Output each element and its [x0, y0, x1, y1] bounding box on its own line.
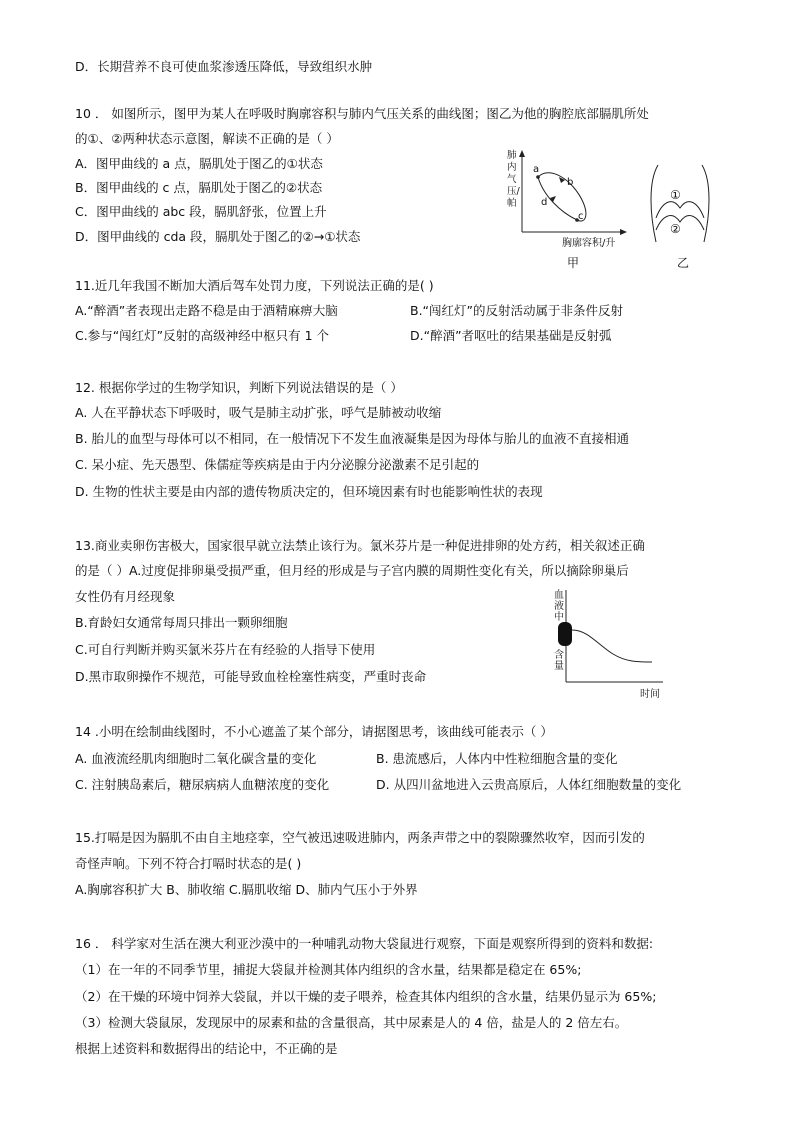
- q13-fig-ylabel-top: 血液中: [554, 590, 564, 623]
- q10-yi-state2: ②: [670, 222, 681, 236]
- q13-option-b: B.育龄妇女通常每周只排出一颗卵细胞: [75, 615, 288, 630]
- q10-yi-state1: ①: [670, 188, 681, 202]
- q10-option-b: B．图甲曲线的 c 点，膈肌处于图乙的②状态: [75, 180, 323, 195]
- q13-stem-line3: 女性仍有月经现象: [75, 589, 176, 604]
- q10-figure-jia: [505, 150, 630, 270]
- q12-stem: 12. 根据你学过的生物学知识，判断下列说法错误的是（ ）: [75, 380, 403, 395]
- q10-jia-point-b: b: [567, 177, 574, 188]
- q10-option-c: C．图甲曲线的 abc 段，膈肌舒张，位置上升: [75, 204, 327, 219]
- q13-option-d: D.黑市取卵操作不规范，可能导致血栓栓塞性病变，严重时丧命: [75, 669, 427, 684]
- q14-option-c: C. 注射胰岛素后，糖尿病病人血糖浓度的变化: [75, 777, 330, 792]
- q10-figure-yi: [640, 160, 720, 270]
- q12-option-b: B. 胎儿的血型与母体可以不相同，在一般情况下不发生血液凝集是因为母体与胎儿的血液不直接相通: [75, 431, 630, 446]
- q13-fig-xlabel: 时间: [640, 689, 660, 700]
- q14-stem: 14 .小明在绘制曲线图时，不小心遮盖了某个部分，请据图思考，该曲线可能表示（ ）: [75, 724, 553, 739]
- q11-option-d: D.“醉酒”者呕吐的结果基础是反射弧: [410, 328, 612, 343]
- q16-stem: 16 ． 科学家对生活在澳大利亚沙漠中的一种哺乳动物大袋鼠进行观察，下面是观察所得到的资料和数据:: [75, 936, 654, 951]
- q10-jia-caption: 甲: [567, 256, 580, 270]
- q16-point-1: （1）在一年的不同季节里，捕捉大袋鼠并检测其体内组织的含水量，结果都是稳定在 65%;: [75, 962, 582, 977]
- q11-option-b: B.“闯红灯”的反射活动属于非条件反射: [410, 303, 624, 318]
- q11-option-a: A.“醉酒”者表现出走路不稳是由于酒精麻痹大脑: [75, 303, 338, 318]
- q13-option-c: C.可自行判断并购买氯米芬片在有经验的人指导下使用: [75, 642, 376, 657]
- q10-jia-point-c: c: [578, 211, 584, 222]
- q13-fig-ylabel-bottom: 含量: [554, 650, 564, 672]
- q14-option-b: B. 患流感后，人体内中性粒细胞含量的变化: [376, 751, 618, 766]
- q15-stem-line2: 奇怪声响。下列不符合打嗝时状态的是( ): [75, 856, 302, 871]
- q10-stem-line2: 的①、②两种状态示意图，解读不正确的是（ ）: [75, 131, 339, 146]
- q14-option-a: A. 血液流经肌肉细胞时二氧化碳含量的变化: [75, 751, 317, 766]
- q11-option-c: C.参与“闯红灯”反射的高级神经中枢只有 1 个: [75, 328, 330, 343]
- q16-point-2: （2）在干燥的环境中饲养大袋鼠，并以干燥的麦子喂养，检查其体内组织的含水量，结果仍显示为 65%;: [75, 989, 657, 1004]
- q16-point-3: （3）检测大袋鼠尿，发现尿中的尿素和盐的含量很高，其中尿素是人的 4 倍，盐是人的 2 倍左右。: [75, 1015, 628, 1030]
- q13-stem-line1: 13.商业卖卵伤害极大，国家很早就立法禁止该行为。氯米芬片是一种促进排卵的处方药，相关叙述正确: [75, 538, 645, 553]
- q10-yi-caption: 乙: [677, 256, 690, 270]
- q14-option-d: D. 从四川盆地进入云贵高原后，人体红细胞数量的变化: [376, 777, 682, 792]
- q10-jia-ylabel: 肺内气压/帕: [507, 150, 520, 209]
- q10-option-a: A．图甲曲线的 a 点，膈肌处于图乙的①状态: [75, 156, 323, 171]
- q10-option-d: D．图甲曲线的 cda 段，膈肌处于图乙的②→①状态: [75, 229, 361, 244]
- q15-stem-line1: 15.打嗝是因为膈肌不由自主地痉挛，空气被迅速吸进肺内，两条声带之中的裂隙骤然收窄，因而引发的: [75, 830, 645, 845]
- q15-options: A.胸廓容积扩大 B、肺收缩 C.膈肌收缩 D、肺内气压小于外界: [75, 882, 418, 897]
- q10-stem-line1: 10 ． 如图所示，图甲为某人在呼吸时胸廓容积与肺内气压关系的曲线图；图乙为他的胸腔底部膈肌所处: [75, 106, 649, 121]
- q13-figure: [548, 590, 668, 700]
- q12-option-c: C. 呆小症、先天愚型、侏儒症等疾病是由于内分泌腺分泌激素不足引起的: [75, 457, 480, 472]
- q9-option-d: D．长期营养不良可使血浆渗透压降低，导致组织水肿: [75, 59, 373, 74]
- q13-stem-line2: 的是（ ）A.过度促排卵巢受损严重，但月经的形成是与子宫内膜的周期性变化有关，所以摘除卵巢后: [75, 563, 629, 578]
- q10-jia-point-a: a: [533, 164, 540, 175]
- q16-conclusion: 根据上述资料和数据得出的结论中，不正确的是: [75, 1041, 338, 1056]
- q12-option-d: D. 生物的性状主要是由内部的遗传物质决定的，但环境因素有时也能影响性状的表现: [75, 484, 543, 499]
- q12-option-a: A. 人在平静状态下呼吸时，吸气是肺主动扩张，呼气是肺被动收缩: [75, 405, 442, 420]
- q11-stem: 11.近几年我国不断加大酒后驾车处罚力度，下列说法正确的是( ): [75, 278, 434, 293]
- q10-jia-point-d: d: [541, 197, 548, 208]
- q10-jia-xlabel: 胸廓容积/升: [562, 238, 616, 249]
